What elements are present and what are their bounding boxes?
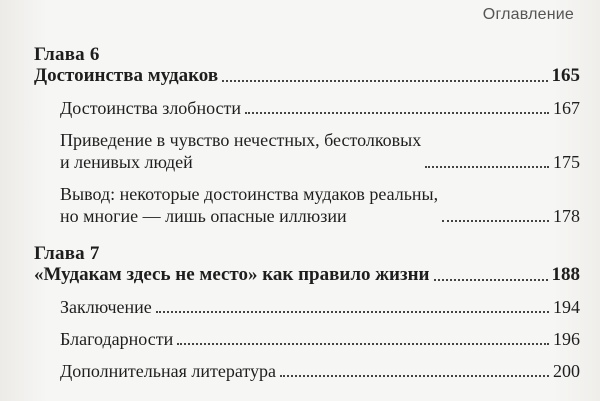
chapter-6-title: Достоинства мудаков (34, 65, 219, 86)
running-head: Оглавление (482, 6, 574, 23)
dot-leader (222, 80, 547, 82)
toc-entry-section (34, 360, 580, 382)
dot-leader (177, 343, 549, 345)
table-of-contents (34, 44, 580, 392)
section-title: Достоинства злобности (60, 98, 242, 118)
section-page: 167 (553, 98, 580, 118)
toc-entry-section (34, 183, 580, 227)
toc-entry-section (34, 296, 580, 318)
chapter-7-label: Глава 7 (34, 243, 100, 264)
section-title: Заключение (60, 297, 152, 317)
toc-entry-chapter-6 (34, 65, 580, 87)
section-page: 175 (553, 152, 580, 172)
dot-leader (280, 375, 549, 377)
dot-leader (245, 112, 549, 114)
toc-entry-section (34, 97, 580, 119)
section-page: 194 (553, 297, 580, 317)
section-page: 196 (553, 329, 580, 349)
dot-leader (156, 311, 549, 313)
section-title: Благодарности (60, 329, 174, 349)
dot-leader (442, 220, 549, 222)
section-page: 178 (553, 206, 580, 226)
dot-leader (434, 279, 548, 281)
section-page: 200 (553, 361, 580, 381)
dot-leader (425, 166, 549, 168)
chapter-7-title: «Мудакам здесь не место» как правило жизни (34, 264, 430, 285)
chapter-7-page: 188 (551, 264, 580, 285)
section-title: Приведение в чувство нечестных, бестолковых и ленивых людей (60, 130, 422, 172)
toc-entry-chapter-7 (34, 264, 580, 286)
section-title: Вывод: некоторые достоинства мудаков реальны, но многие — лишь опасные иллюзии (60, 184, 439, 226)
toc-entry-section (34, 129, 580, 173)
chapter-6-label: Глава 6 (34, 44, 100, 65)
chapter-6-page: 165 (551, 65, 580, 86)
toc-entry-section (34, 328, 580, 350)
section-title: Дополнительная литература (60, 361, 276, 381)
